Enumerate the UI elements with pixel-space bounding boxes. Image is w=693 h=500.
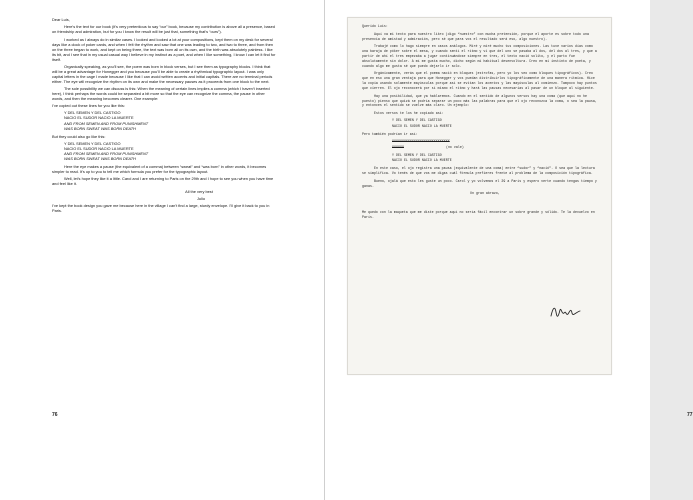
page-number-left: 76 xyxy=(52,412,58,418)
verse-intro: But they could also go like this: xyxy=(52,133,106,139)
letter-signature: Julio xyxy=(196,195,205,201)
verse-line-translation: WAS BORN SWEAT WAS BORN DEATH xyxy=(64,125,136,131)
typed-paragraph: Hay una posibilidad, que ya hablaremos. Cuando en el sentido de algunos versos hay una coma (que aquí no he puesto) pienso que quizá se podría separar un poco más las palabras para que el ojo reconozca la coma, o sea la pausa, y entonces el sentido se vuelve más claro. Un ejemplo: xyxy=(362,93,597,108)
right-page xyxy=(325,0,693,500)
verse-block xyxy=(64,110,276,130)
verse-line: Y DEL SEMEN Y DEL CASTIGO xyxy=(64,110,121,116)
typed-verse-intro: Estos versos te los he copiado así: xyxy=(374,110,444,115)
typed-closing: Bueno, ojalá que esto les guste un poco. Carol y yo volvemos el 29 a París y espero verte cuando tengas tiempo y ganas. xyxy=(362,178,597,188)
verse-intro: I’ve copied out these lines for you like this: xyxy=(52,103,125,109)
handwritten-signature xyxy=(549,304,583,320)
struck-out-line: XXXXXX xyxy=(392,144,404,149)
typed-verse-line: NACIO EL SUDOR NACIO LA MUERTE xyxy=(392,123,452,128)
typewritten-letter-scan xyxy=(347,17,612,375)
typed-sign-off: Un gran abrazo, xyxy=(470,191,500,195)
typewritten-letter xyxy=(362,24,598,222)
verse-line-translation: WAS BORN SWEAT WAS BORN DEATH xyxy=(64,156,136,162)
struck-out-line: XXXXXXXXXXXXXXXXXXXXXXXXXXXXX xyxy=(392,139,450,144)
letter-paragraph: Organically speaking, as you’ll see, the poem was born in block verses, but I see them as typography blocks. I think that will be a great advantage for Honegger and you because you’ll be able to create a rhythmical typographic layout. I was only capital letters in the cage I made because I like that I can avoid written accents and initial capitals. There are no terminal periods either. The eye will recognize the rhythm on its own and make the necessary pauses as it proceeds from one block to the next. xyxy=(52,63,273,84)
typed-verse-block xyxy=(392,118,598,128)
letter-paragraph: The sole possibility we can discuss is this: When the meaning of certain lines implies a comma (which I haven’t inserted here), I think perhaps the words could be separated a bit more so that the eye can recognize the comma, the pause in other words, and then the meaning becomes clearer. One example: xyxy=(52,85,270,101)
verse-line-translation: AND FROM SEMEN AND FROM PUNISHMENT xyxy=(64,151,149,157)
typed-salutation: Querido Luis: xyxy=(362,24,388,28)
verse-line: NACIO EL SUDOR NACIO LA MUERTE xyxy=(64,145,134,151)
verse-line: Y DEL SEMEN Y DEL CASTIGO xyxy=(64,140,121,146)
verse-line: NACIO EL SUDOR NACIO LA MUERTE xyxy=(64,115,134,121)
typed-verse-block xyxy=(392,153,598,163)
typed-struck-block xyxy=(392,139,598,149)
verse-line-translation: AND FROM SEMEN AND FROM PUNISHMENT xyxy=(64,120,149,126)
typed-postscript: Me quedo con la maqueta que me diste porque aquí no sería fácil encontrar un sobre grande y sólido. Te la devuelvo en París. xyxy=(362,209,595,219)
page-number-right: 77 xyxy=(687,412,693,418)
letter-paragraph: I worked as I always do in similar cases. I looked and looked a lot at your compositions, kept them on my desk for several days like a clock of poker cards, and when I felt the rhythm and saw that one was leading to two, and two to three, and from then on the three began to work, and kept on being three, the text was born all on its own, and the birth was absolutely painless. I like its bit, and I see that in my usual casual way I believe in my instinct as a poet, and when I like something, I know I can let it find for itself. xyxy=(52,36,276,62)
letter-postscript: I’ve kept the book design you gave me because here in the village I can’t find a large, sturdy envelope. I’ll give it back to you in Paris. xyxy=(52,203,270,214)
typed-paragraph: Orgánicamente, verás que el poema nació en bloques (estrofas, pero yo los veo como bloques tipográficos). Creo que en eso una gran ventaja para que Honegger y vos puedan distribuirlos tipográficamente de una manera rítmica. Hice la copia usando solamente mayúsculas porque así se evitan los acentos y las mayúsculas al comienzo. Tampoco hay puntos que cierren. El ojo reconocerá por sí mismo el ritmo y hará las pausas necesarias al pasar de un bloque al siguiente. xyxy=(362,71,597,91)
typed-verse-line: Y DEL SEMEN Y DEL CASTIGO xyxy=(392,152,442,157)
letter-paragraph: Here the eye makes a pause (the equivalent of a comma) between “sweat” and “was born” in other words, it becomes simpler to read. It’s up to you to tell me which formula you prefer for the typographic layout. xyxy=(52,164,267,175)
letter-closing: Well, let’s hope they like it a little. Carol and I are returning to Paris on the 29th and I hope to see you when you have time and feel like it. xyxy=(52,176,274,187)
struck-note: (no vale) xyxy=(445,144,464,149)
letter-salutation: Dear Luis, xyxy=(52,17,70,22)
typed-verse-line: NACIO EL SUDOR NACIO LA MUERTE xyxy=(392,157,452,162)
typed-paragraph: Trabajé como lo hago siempre en casos análogos. Miré y miré mucho tus composiciones. Las tuve varios días como una baraja de póker sobre el mesa, y cuando sentí el ritmo y vi que del uno se pasaba al dos, del dos al tres, y que a partir de ahí el tres empezaba a jugar continuándose siempre en tres, el texto nació solito, y el parto fue absolutamente sin dolor. A mí me gusta mucho, dicho según mi habitual desenvoltura. Creo en mi instinto de poeta, y cuando algo me gusta sé que puedo dejarlo ir solo. xyxy=(362,44,597,68)
left-page xyxy=(0,0,324,500)
translated-letter xyxy=(52,17,276,215)
typed-verse-line: Y DEL SEMEN Y DEL CASTIGO xyxy=(392,118,442,123)
typed-verse-intro: Pero también podrían ir así: xyxy=(362,131,418,136)
typed-paragraph: Aquí va mi texto para nuestro libro (digo “nuestro” con mucha pretensión, porque el aporte es sobre todo una presencia de amistad y admiración, pero sé que para vos el resultado será eso, algo nuestro). xyxy=(362,31,589,41)
letter-sign-off: All the very best xyxy=(185,188,213,194)
verse-block xyxy=(64,141,276,161)
typed-paragraph: En este caso, el ojo registra una pausa (equivalente de una coma) entre “sudor” y “nació”. O sea que la lectura se simplifica. Vo tenés de que vos me digas cuál fórmula prefieres frente al problema de la composición tipográfica. xyxy=(362,166,595,176)
letter-paragraph: Here’s the text for our book (it’s very pretentious to say “our” book, because my contribution is above all a presence, based on friendship and admiration, but for you I know the result will be just that, something that’s “ours”). xyxy=(52,24,275,35)
